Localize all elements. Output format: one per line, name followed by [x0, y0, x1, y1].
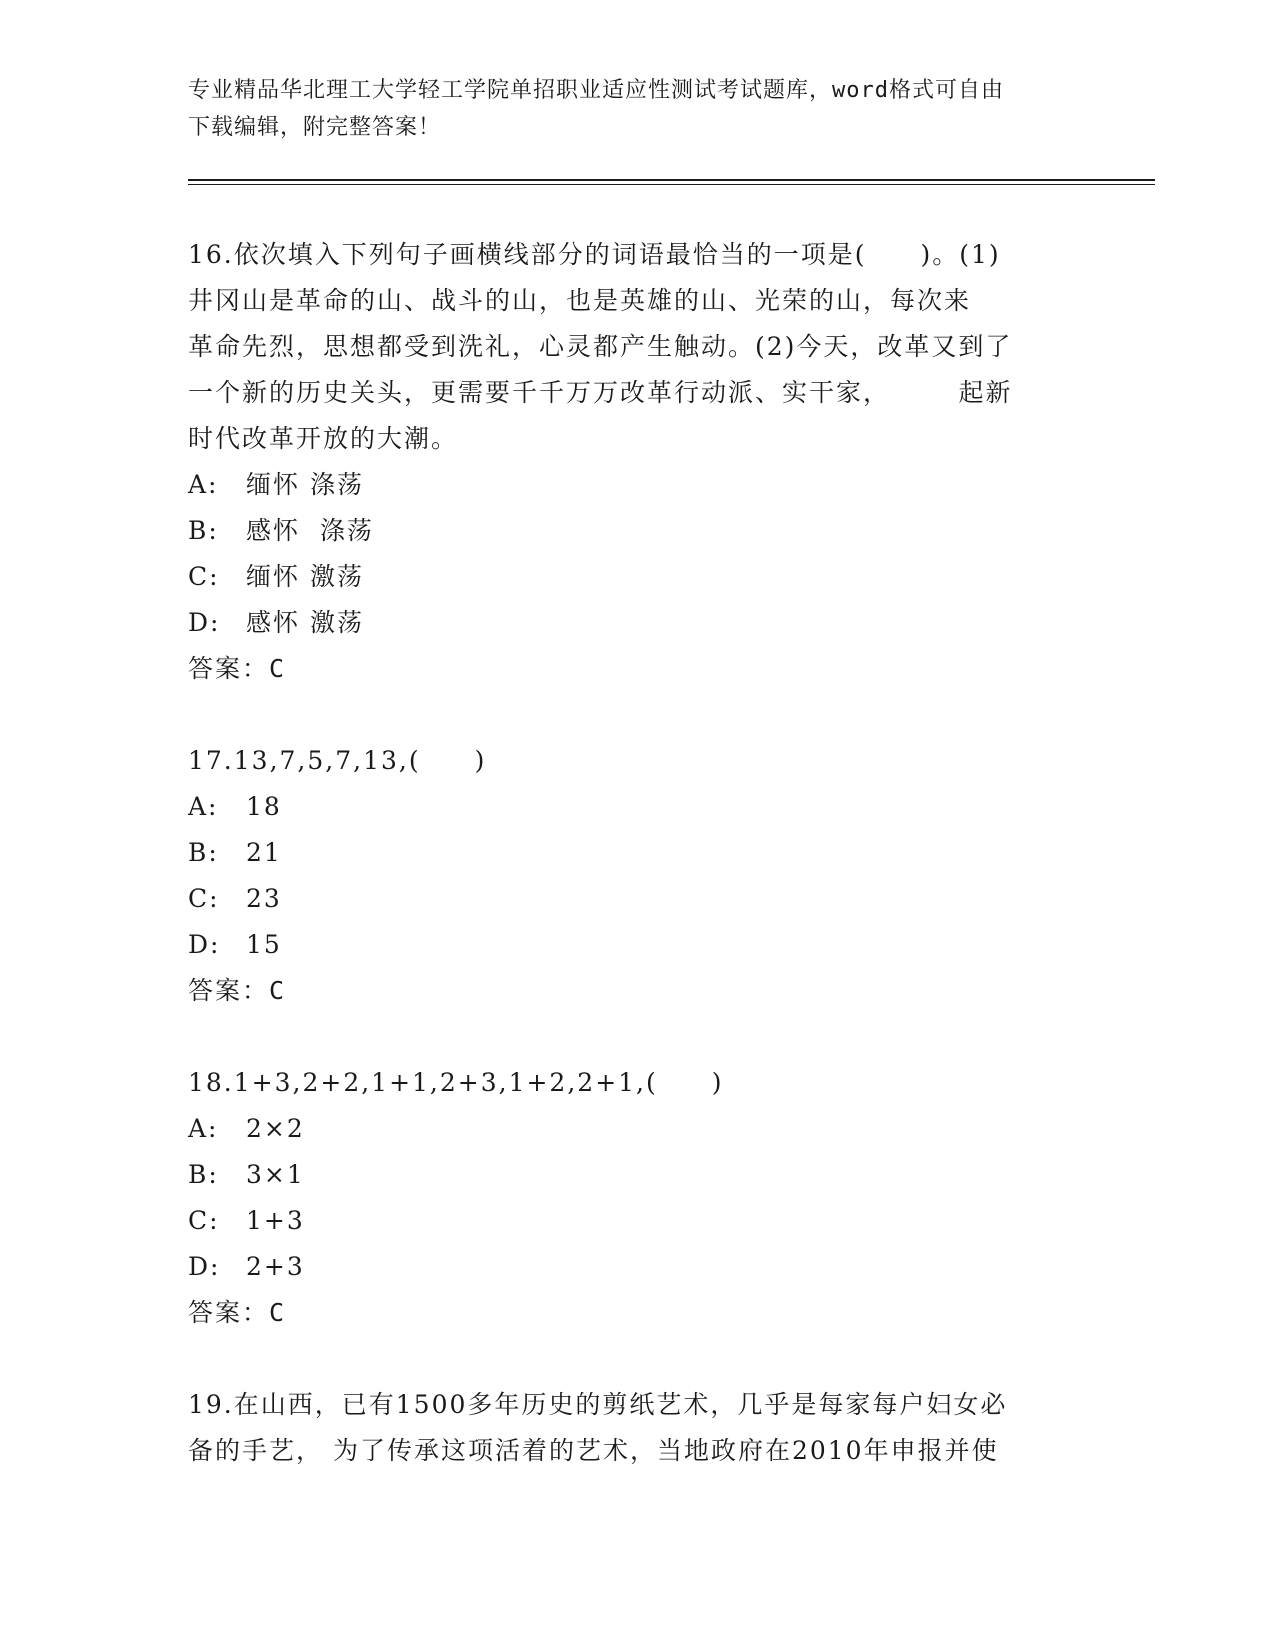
option-key: A: — [188, 792, 219, 821]
question-text-line: 备的手艺， 为了传承这项活着的艺术，当地政府在2010年申报并使 — [188, 1436, 999, 1465]
option-key: D: — [188, 930, 221, 959]
option-key: B: — [188, 838, 219, 867]
option-text: 2×2 — [246, 1114, 305, 1143]
header-divider — [188, 179, 1155, 181]
document-header — [188, 72, 1088, 146]
option-a — [188, 1106, 1088, 1152]
answer-line — [188, 646, 1088, 692]
option-key: C: — [188, 562, 220, 591]
option-key: D: — [188, 1252, 221, 1281]
option-c — [188, 876, 1088, 922]
option-text: 18 — [246, 792, 282, 821]
option-text: 感怀 涤荡 — [246, 516, 374, 545]
answer-label: 答案： — [188, 1298, 270, 1327]
option-text: 15 — [246, 930, 282, 959]
question-text-line: 19.在山西，已有1500多年历史的剪纸艺术，几乎是每家每户妇女必 — [188, 1390, 1008, 1419]
question-19 — [188, 1382, 1088, 1474]
option-text: 1+3 — [246, 1206, 305, 1235]
question-list — [188, 232, 1088, 1474]
option-key: A: — [188, 470, 219, 499]
option-text: 2+3 — [246, 1252, 305, 1281]
answer-value: C — [269, 654, 287, 683]
question-16 — [188, 232, 1088, 692]
question-text-line: 时代改革开放的大潮。 — [188, 424, 459, 453]
header-divider-thin — [188, 184, 1155, 185]
option-d — [188, 1244, 1088, 1290]
question-text-line: 井冈山是革命的山、战斗的山，也是英雄的山、光荣的山，每次来 — [188, 286, 972, 315]
answer-value: C — [269, 976, 287, 1005]
answer-line — [188, 968, 1088, 1014]
option-text: 3×1 — [246, 1160, 305, 1189]
question-18 — [188, 1060, 1088, 1336]
header-line-2: 下载编辑，附完整答案！ — [188, 115, 442, 140]
question-text-line: 17.13,7,5,7,13,( ) — [188, 746, 487, 775]
header-line-1: 专业精品华北理工大学轻工学院单招职业适应性测试考试题库，word格式可自由 — [188, 78, 1004, 103]
option-key: D: — [188, 608, 221, 637]
option-c — [188, 554, 1088, 600]
answer-label: 答案： — [188, 976, 270, 1005]
option-key: C: — [188, 884, 220, 913]
option-d — [188, 922, 1088, 968]
option-key: B: — [188, 1160, 219, 1189]
option-a — [188, 462, 1088, 508]
option-b — [188, 830, 1088, 876]
question-text-line: 18.1+3,2+2,1+1,2+3,1+2,2+1,( ) — [188, 1068, 724, 1097]
question-text-line: 16.依次填入下列句子画横线部分的词语最恰当的一项是( )。(1) — [188, 240, 1001, 269]
option-text: 21 — [246, 838, 282, 867]
option-key: B: — [188, 516, 219, 545]
question-text-line: 革命先烈，思想都受到洗礼，心灵都产生触动。(2)今天，改革又到了 — [188, 332, 1013, 361]
option-a — [188, 784, 1088, 830]
question-17 — [188, 738, 1088, 1014]
answer-line — [188, 1290, 1088, 1336]
answer-value: C — [269, 1298, 287, 1327]
option-b — [188, 1152, 1088, 1198]
option-text: 感怀 激荡 — [246, 608, 364, 637]
option-b — [188, 508, 1088, 554]
option-key: A: — [188, 1114, 219, 1143]
option-d — [188, 600, 1088, 646]
option-text: 缅怀 激荡 — [246, 562, 364, 591]
option-text: 23 — [246, 884, 282, 913]
option-key: C: — [188, 1206, 220, 1235]
question-text-line: 一个新的历史关头，更需要千千万万改革行动派、实干家， 起新 — [188, 378, 1013, 407]
answer-label: 答案： — [188, 654, 270, 683]
option-text: 缅怀 涤荡 — [246, 470, 364, 499]
option-c — [188, 1198, 1088, 1244]
